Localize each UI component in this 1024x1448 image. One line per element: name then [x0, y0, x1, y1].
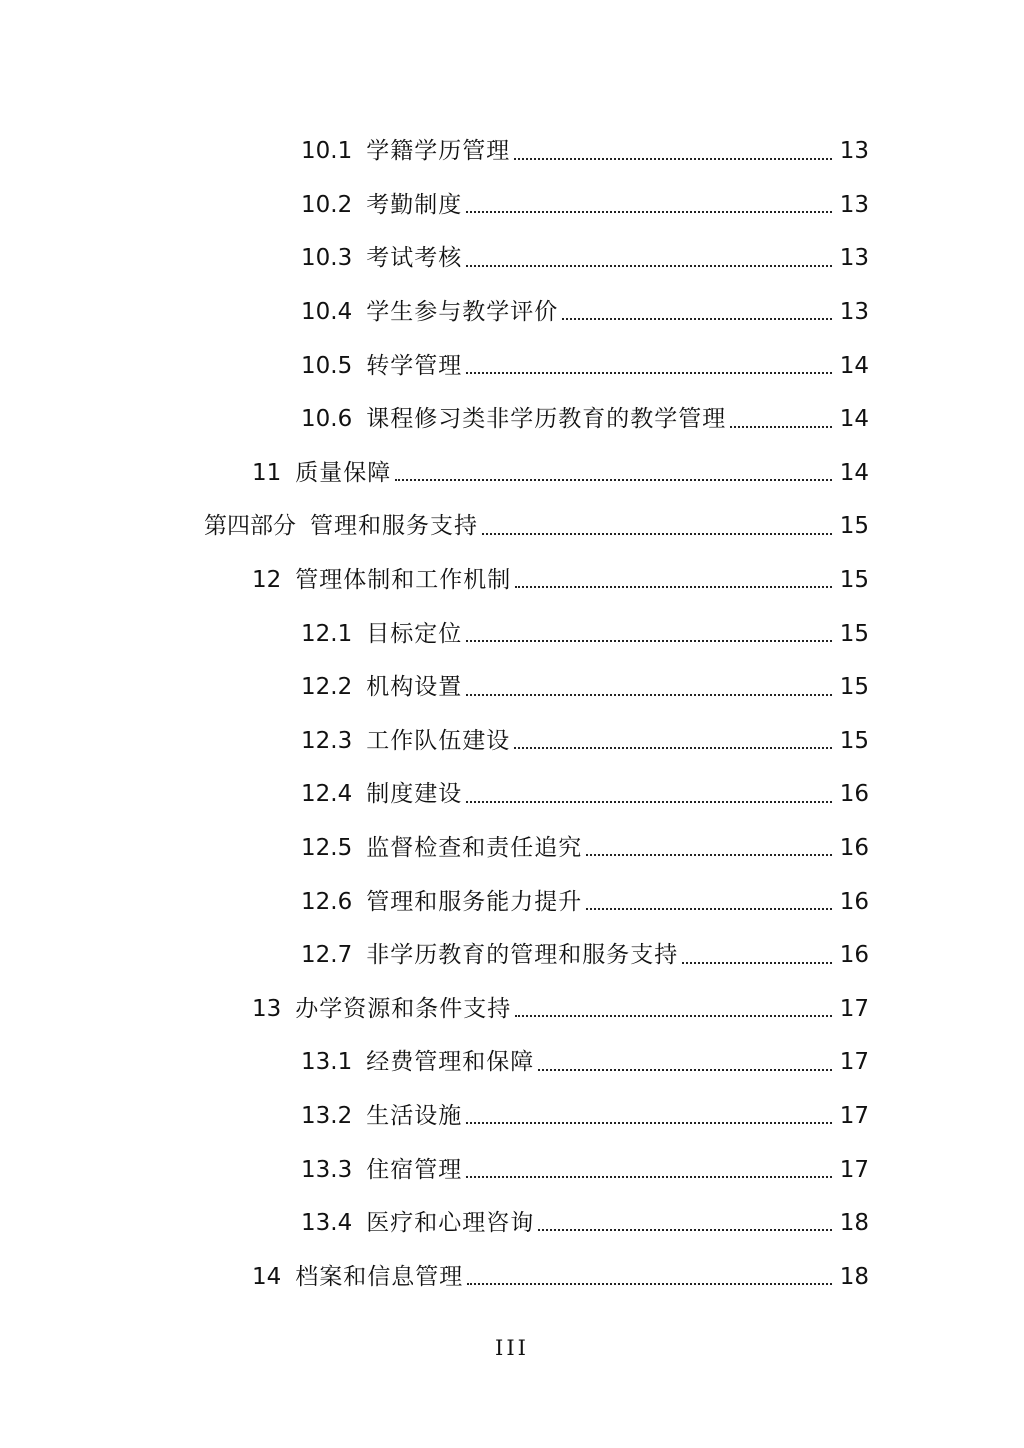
dot-leader	[466, 372, 832, 374]
toc-entry-title: 机构设置	[366, 674, 463, 701]
toc-entry[interactable]	[0, 179, 1024, 233]
dot-leader	[515, 1015, 832, 1017]
table-of-contents	[0, 125, 1024, 1304]
toc-entry-title: 工作队伍建设	[366, 727, 511, 754]
toc-entry-title: 学籍学历管理	[366, 138, 511, 165]
toc-entry-number: 12.5	[301, 835, 353, 862]
toc-entry-title: 质量保障	[295, 459, 392, 486]
page-number-footer: III	[495, 1336, 529, 1360]
toc-entry-page-number: 17	[839, 995, 869, 1022]
toc-entry-number: 10.3	[301, 245, 353, 272]
dot-leader	[466, 265, 832, 267]
toc-entry-page-number: 15	[839, 727, 869, 754]
toc-entry-number: 12	[252, 567, 282, 594]
toc-entry-title: 档案和信息管理	[295, 1263, 464, 1290]
toc-entry-number: 10.1	[301, 138, 353, 165]
toc-entry-number: 10.5	[301, 352, 353, 379]
toc-entry-title: 生活设施	[366, 1102, 463, 1129]
toc-entry[interactable]	[0, 822, 1024, 876]
dot-leader	[538, 1229, 832, 1231]
dot-leader	[586, 908, 832, 910]
toc-entry-number: 10.6	[301, 406, 353, 433]
dot-leader	[482, 533, 832, 535]
toc-entry-number: 12.2	[301, 674, 353, 701]
toc-entry-title: 学生参与教学评价	[366, 299, 559, 326]
toc-entry-number: 12.4	[301, 781, 353, 808]
dot-leader	[467, 1283, 832, 1285]
toc-entry[interactable]	[0, 715, 1024, 769]
toc-entry-title: 管理体制和工作机制	[295, 567, 512, 594]
dot-leader	[514, 747, 832, 749]
dot-leader	[682, 962, 832, 964]
toc-entry[interactable]	[0, 447, 1024, 501]
toc-entry-page-number: 15	[839, 620, 869, 647]
toc-entry-title: 住宿管理	[366, 1156, 463, 1183]
toc-entry-title: 非学历教育的管理和服务支持	[366, 942, 679, 969]
toc-entry-title: 转学管理	[366, 352, 463, 379]
toc-entry[interactable]	[0, 1143, 1024, 1197]
toc-entry[interactable]	[0, 1250, 1024, 1304]
toc-entry-page-number: 14	[839, 406, 869, 433]
toc-entry[interactable]	[0, 768, 1024, 822]
dot-leader	[466, 1122, 832, 1124]
toc-entry-title: 考勤制度	[366, 191, 463, 218]
toc-entry-number: 13.2	[301, 1102, 353, 1129]
dot-leader	[395, 479, 832, 481]
toc-entry-page-number: 15	[839, 567, 869, 594]
toc-entry-title: 办学资源和条件支持	[295, 995, 512, 1022]
toc-entry-number: 第四部分	[204, 513, 296, 540]
toc-entry-title: 经费管理和保障	[366, 1049, 535, 1076]
toc-entry-page-number: 16	[839, 781, 869, 808]
dot-leader	[466, 694, 832, 696]
toc-entry-number: 13	[252, 995, 282, 1022]
toc-entry-title: 考试考核	[366, 245, 463, 272]
dot-leader	[586, 854, 832, 856]
toc-entry-page-number: 13	[839, 138, 869, 165]
toc-entry-number: 14	[252, 1263, 282, 1290]
toc-entry-title: 目标定位	[366, 620, 463, 647]
dot-leader	[466, 640, 832, 642]
dot-leader	[562, 318, 832, 320]
toc-entry-title: 医疗和心理咨询	[366, 1210, 535, 1237]
toc-entry-page-number: 13	[839, 245, 869, 272]
toc-entry-page-number: 16	[839, 835, 869, 862]
toc-entry[interactable]	[0, 607, 1024, 661]
dot-leader	[466, 1176, 832, 1178]
dot-leader	[730, 426, 832, 428]
toc-entry[interactable]	[0, 125, 1024, 179]
toc-entry-page-number: 15	[839, 513, 869, 540]
toc-entry[interactable]	[0, 286, 1024, 340]
toc-entry-page-number: 16	[839, 888, 869, 915]
dot-leader	[515, 586, 832, 588]
toc-entry-number: 13.4	[301, 1210, 353, 1237]
toc-entry-title: 课程修习类非学历教育的教学管理	[366, 406, 727, 433]
toc-entry-page-number: 18	[839, 1263, 869, 1290]
toc-entry[interactable]	[0, 1090, 1024, 1144]
toc-entry-page-number: 17	[839, 1156, 869, 1183]
toc-entry-page-number: 16	[839, 942, 869, 969]
toc-entry[interactable]	[0, 661, 1024, 715]
toc-entry[interactable]	[0, 983, 1024, 1037]
toc-entry[interactable]	[0, 554, 1024, 608]
toc-entry-number: 11	[252, 459, 282, 486]
toc-entry[interactable]	[0, 500, 1024, 554]
dot-leader	[466, 801, 832, 803]
toc-entry[interactable]	[0, 875, 1024, 929]
toc-entry-page-number: 17	[839, 1049, 869, 1076]
toc-entry-title: 制度建设	[366, 781, 463, 808]
toc-entry-number: 12.6	[301, 888, 353, 915]
toc-entry-number: 12.7	[301, 942, 353, 969]
toc-entry[interactable]	[0, 929, 1024, 983]
toc-entry-number: 10.2	[301, 191, 353, 218]
toc-entry-number: 12.1	[301, 620, 353, 647]
toc-entry[interactable]	[0, 339, 1024, 393]
toc-entry-number: 12.3	[301, 727, 353, 754]
dot-leader	[538, 1069, 832, 1071]
dot-leader	[466, 211, 832, 213]
toc-entry-title: 管理和服务支持	[310, 513, 478, 540]
toc-entry-title: 管理和服务能力提升	[366, 888, 583, 915]
toc-entry-number: 13.3	[301, 1156, 353, 1183]
toc-entry-page-number: 17	[839, 1102, 869, 1129]
toc-entry-page-number: 14	[839, 459, 869, 486]
toc-entry-page-number: 14	[839, 352, 869, 379]
toc-entry-page-number: 13	[839, 299, 869, 326]
toc-entry-title: 监督检查和责任追究	[366, 835, 583, 862]
toc-entry[interactable]	[0, 1197, 1024, 1251]
toc-entry-number: 13.1	[301, 1049, 353, 1076]
toc-entry-page-number: 13	[839, 191, 869, 218]
toc-entry[interactable]	[0, 232, 1024, 286]
toc-entry-number: 10.4	[301, 299, 353, 326]
toc-entry-page-number: 18	[839, 1210, 869, 1237]
toc-entry[interactable]	[0, 1036, 1024, 1090]
toc-entry[interactable]	[0, 393, 1024, 447]
dot-leader	[514, 158, 832, 160]
toc-entry-page-number: 15	[839, 674, 869, 701]
